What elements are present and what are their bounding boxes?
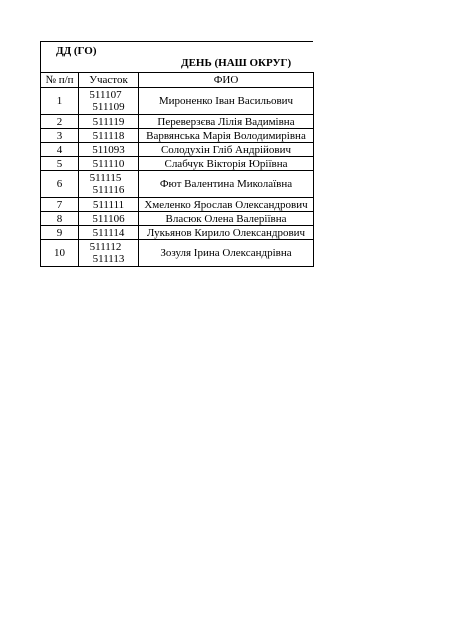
row-fio: Мироненко Іван Васильович <box>139 88 314 115</box>
document-sheet <box>40 41 313 267</box>
document-title-right: ДЕНЬ (НАШ ОКРУГ) <box>181 57 292 69</box>
table-row <box>41 171 314 198</box>
row-uchastok <box>79 198 139 212</box>
table-row <box>41 88 314 115</box>
row-number: 2 <box>41 115 79 129</box>
row-fio: Власюк Олена Валеріївна <box>139 212 314 226</box>
uchastok-code: 511107 <box>89 89 122 101</box>
row-number: 5 <box>41 157 79 171</box>
table-row <box>41 212 314 226</box>
row-uchastok <box>79 143 139 157</box>
row-fio: Хмеленко Ярослав Олександрович <box>139 198 314 212</box>
table-row <box>41 226 314 240</box>
row-uchastok <box>79 240 139 267</box>
table-row <box>41 143 314 157</box>
row-fio: Слабчук Вікторія Юріївна <box>139 157 314 171</box>
uchastok-code: 511093 <box>92 143 125 156</box>
table-row <box>41 115 314 129</box>
row-number: 7 <box>41 198 79 212</box>
row-number: 1 <box>41 88 79 115</box>
row-fio: Лукьянов Кирило Олександрович <box>139 226 314 240</box>
column-header-fio: ФИО <box>139 73 314 88</box>
row-number: 10 <box>41 240 79 267</box>
row-fio: Фют Валентина Миколаївна <box>139 171 314 198</box>
uchastok-code: 511111 <box>92 198 125 211</box>
row-fio: Переверзєва Лілія Вадимівна <box>139 115 314 129</box>
uchastok-code: 511118 <box>92 129 125 142</box>
uchastok-code: 511114 <box>92 226 125 239</box>
uchastok-code: 511115 <box>89 172 122 184</box>
row-uchastok <box>79 226 139 240</box>
uchastok-code: 511119 <box>92 115 125 128</box>
uchastok-code: 511112 <box>89 241 122 253</box>
row-number: 8 <box>41 212 79 226</box>
row-uchastok <box>79 115 139 129</box>
table-row <box>41 198 314 212</box>
uchastok-code: 511109 <box>92 101 125 113</box>
title-block <box>40 41 313 72</box>
row-uchastok <box>79 157 139 171</box>
table-header-row <box>41 73 314 88</box>
row-uchastok <box>79 171 139 198</box>
table-row <box>41 240 314 267</box>
row-fio: Солодухін Гліб Андрійович <box>139 143 314 157</box>
assignments-table <box>40 72 314 267</box>
uchastok-code: 511110 <box>92 157 125 170</box>
row-fio: Зозуля Ірина Олександрівна <box>139 240 314 267</box>
row-number: 4 <box>41 143 79 157</box>
uchastok-code: 511116 <box>92 184 125 196</box>
row-number: 6 <box>41 171 79 198</box>
column-header-uchastok: Участок <box>79 73 139 88</box>
uchastok-code: 511113 <box>92 253 125 265</box>
row-uchastok <box>79 88 139 115</box>
row-uchastok <box>79 212 139 226</box>
table-row <box>41 129 314 143</box>
column-header-number: № п/п <box>41 73 79 88</box>
row-number: 3 <box>41 129 79 143</box>
document-title-left: ДД (ГО) <box>56 45 97 57</box>
table-body <box>41 88 314 267</box>
row-uchastok <box>79 129 139 143</box>
uchastok-code: 511106 <box>92 212 125 225</box>
table-row <box>41 157 314 171</box>
row-number: 9 <box>41 226 79 240</box>
row-fio: Варвянська Марія Володимирівна <box>139 129 314 143</box>
